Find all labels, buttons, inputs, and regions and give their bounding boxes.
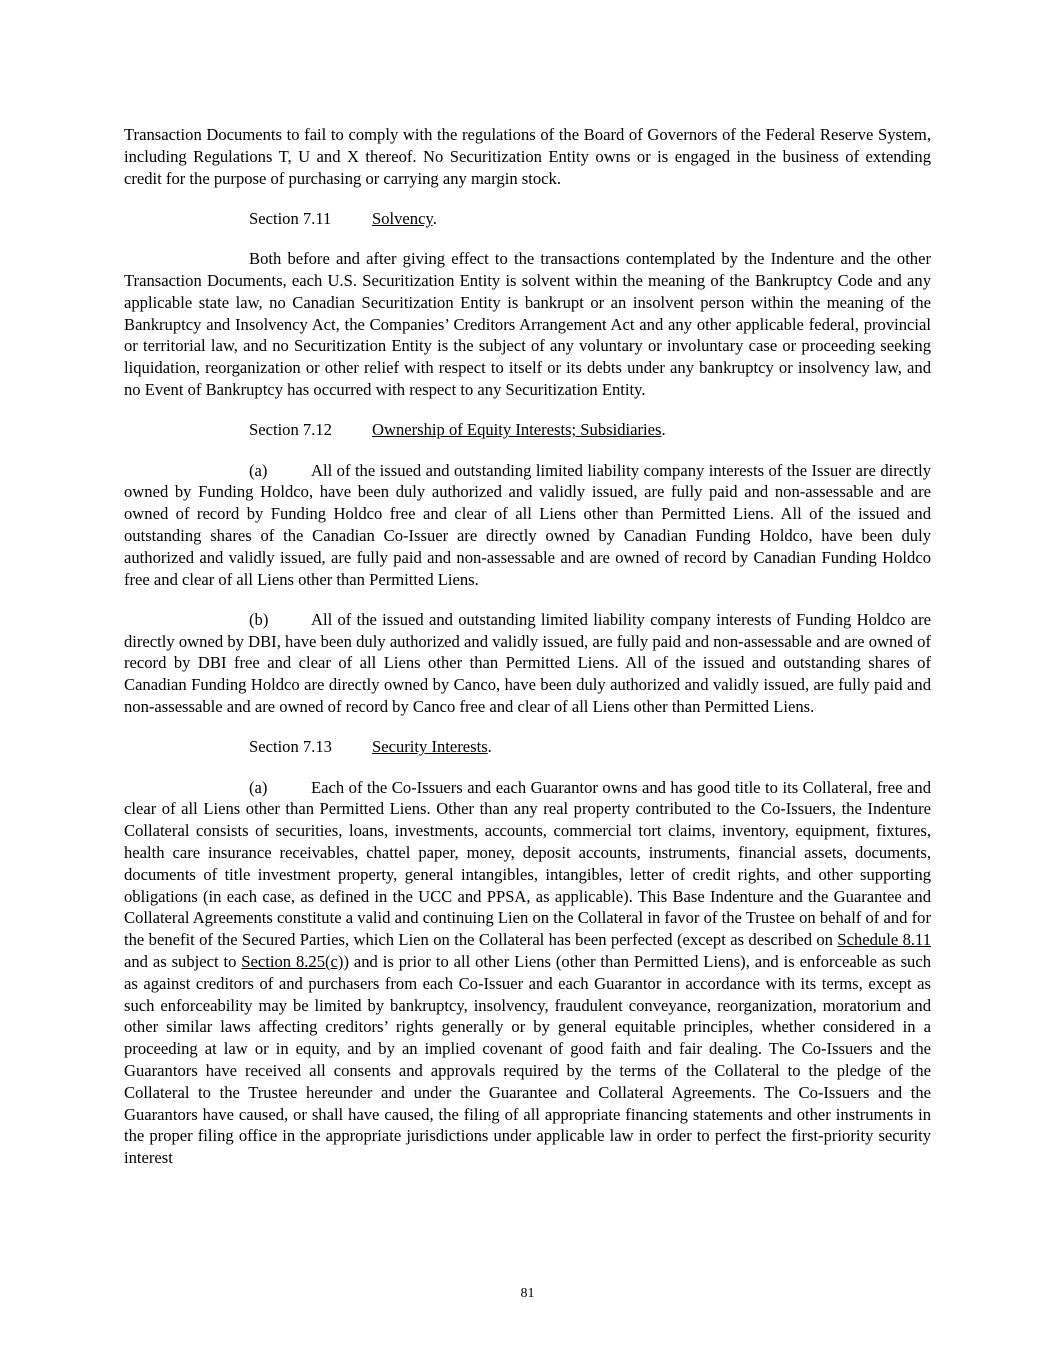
clause-text: All of the issued and outstanding limited liability company interests of Funding Holdco are directly owned by DBI, have been duly authorized and validly issued, are fully paid and non-assessable and are owned of record by DBI free and clear of all Liens other than Permitted Liens. All of the issued and outstanding shares of Canadian Funding Holdco are directly owned by Canco, have been duly authorized and validly issued, are fully paid and non-assessable and are owned of record by Canco free and clear of all Liens other than Permitted Liens.	[124, 609, 931, 717]
section-title: Solvency	[372, 208, 433, 228]
section-7-11-heading: Section 7.11 Solvency.	[249, 208, 437, 228]
section-7-12-heading: Section 7.12 Ownership of Equity Interests; Subsidiaries.	[249, 420, 666, 440]
page-number: 81	[520, 1286, 535, 1301]
section-7-13-heading: Section 7.13 Security Interests.	[249, 737, 492, 757]
clause-text-part-2: and as subject to	[124, 952, 242, 971]
clause-label: (a)	[249, 460, 268, 480]
clause-text-part-1: Each of the Co-Issuers and each Guarantor owns and has good title to its Collateral, free and clear of all Liens other than Permitted Liens. Other than any real property contributed to the Co-Issuers, the Indenture Collateral consists of securities, loans, investments, accounts, commercial tort claims, inventory, equipment, fixtures, health care insurance receivables, chattel paper, money, deposit accounts, instruments, financial assets, documents, documents of title investment property, general intangibles, intangibles, letter of credit rights, and other supporting obligations (in each case, as defined in the UCC and PPSA, as applicable). This Base Indenture and the Guarantee and Collateral Agreements constitute a valid and continuing Lien on the Collateral in favor of the Trustee on behalf of and for the benefit of the Secured Parties, which Lien on the Collateral has been perfected (except as described on	[124, 777, 931, 950]
clause-label: (a)	[249, 777, 268, 797]
clause-label: (b)	[249, 609, 269, 629]
document-page	[124, 124, 931, 1169]
section-number: Section 7.13	[249, 737, 332, 757]
section-title: Security Interests	[372, 737, 488, 757]
section-7-12-paragraph-b	[124, 609, 931, 718]
section-7-12-paragraph-a	[124, 460, 931, 591]
section-8-25c-reference: Section 8.25(c)	[241, 952, 344, 971]
clause-text-part-3: ) and is prior to all other Liens (other than Permitted Liens), and is enforceable as such as against creditors of and purchasers from each Co-Issuer and each Guarantor in accordance with its terms, except as such enforceability may be limited by bankruptcy, insolvency, fraudulent conveyance, reorganization, moratorium and other similar laws affecting creditors’ rights generally or by general equitable principles, whether considered in a proceeding at law or in equity, and by an implied covenant of good faith and fair dealing. The Co-Issuers and the Guarantors have received all consents and approvals required by the terms of the Collateral to the pledge of the Collateral to the Trustee hereunder and under the Guarantee and Collateral Agreements. The Co-Issuers and the Guarantors have caused, or shall have caused, the filing of all appropriate financing statements and other instruments in the proper filing office in the appropriate jurisdictions under applicable law in order to perfect the first-priority security interest	[124, 952, 931, 1168]
intro-paragraph: Transaction Documents to fail to comply with the regulations of the Board of Governors of the Federal Reserve System, including Regulations T, U and X thereof. No Securitization Entity owns or is engaged in the business of extending credit for the purpose of purchasing or carrying any margin stock.	[124, 125, 931, 188]
section-title: Ownership of Equity Interests; Subsidiaries	[372, 420, 662, 440]
section-number: Section 7.12	[249, 420, 332, 440]
section-7-11-body: Both before and after giving effect to the transactions contemplated by the Indenture and the other Transaction Documents, each U.S. Securitization Entity is solvent within the meaning of the Bankruptcy Code and any applicable state law, no Canadian Securitization Entity is bankrupt or an insolvent person within the meaning of the Bankruptcy and Insolvency Act, the Companies’ Creditors Arrangement Act and any other applicable federal, provincial or territorial law, and no Securitization Entity is the subject of any voluntary or involuntary case or proceeding seeking liquidation, reorganization or other relief with respect to itself or its debts under any bankruptcy or insolvency law, and no Event of Bankruptcy has occurred with respect to any Securitization Entity.	[124, 249, 931, 399]
section-number: Section 7.11	[249, 208, 332, 228]
section-7-13-paragraph-a	[124, 777, 931, 1169]
schedule-8-11-reference: Schedule 8.11	[837, 930, 931, 950]
clause-text: All of the issued and outstanding limited liability company interests of the Issuer are directly owned by Funding Holdco, have been duly authorized and validly issued, are fully paid and non-assessable and are owned of record by Funding Holdco free and clear of all Liens other than Permitted Liens. All of the issued and outstanding shares of the Canadian Co-Issuer are directly owned by Canadian Funding Holdco, have been duly authorized and validly issued, are fully paid and non-assessable and are owned of record by Canadian Funding Holdco free and clear of all Liens other than Permitted Liens.	[124, 460, 931, 589]
